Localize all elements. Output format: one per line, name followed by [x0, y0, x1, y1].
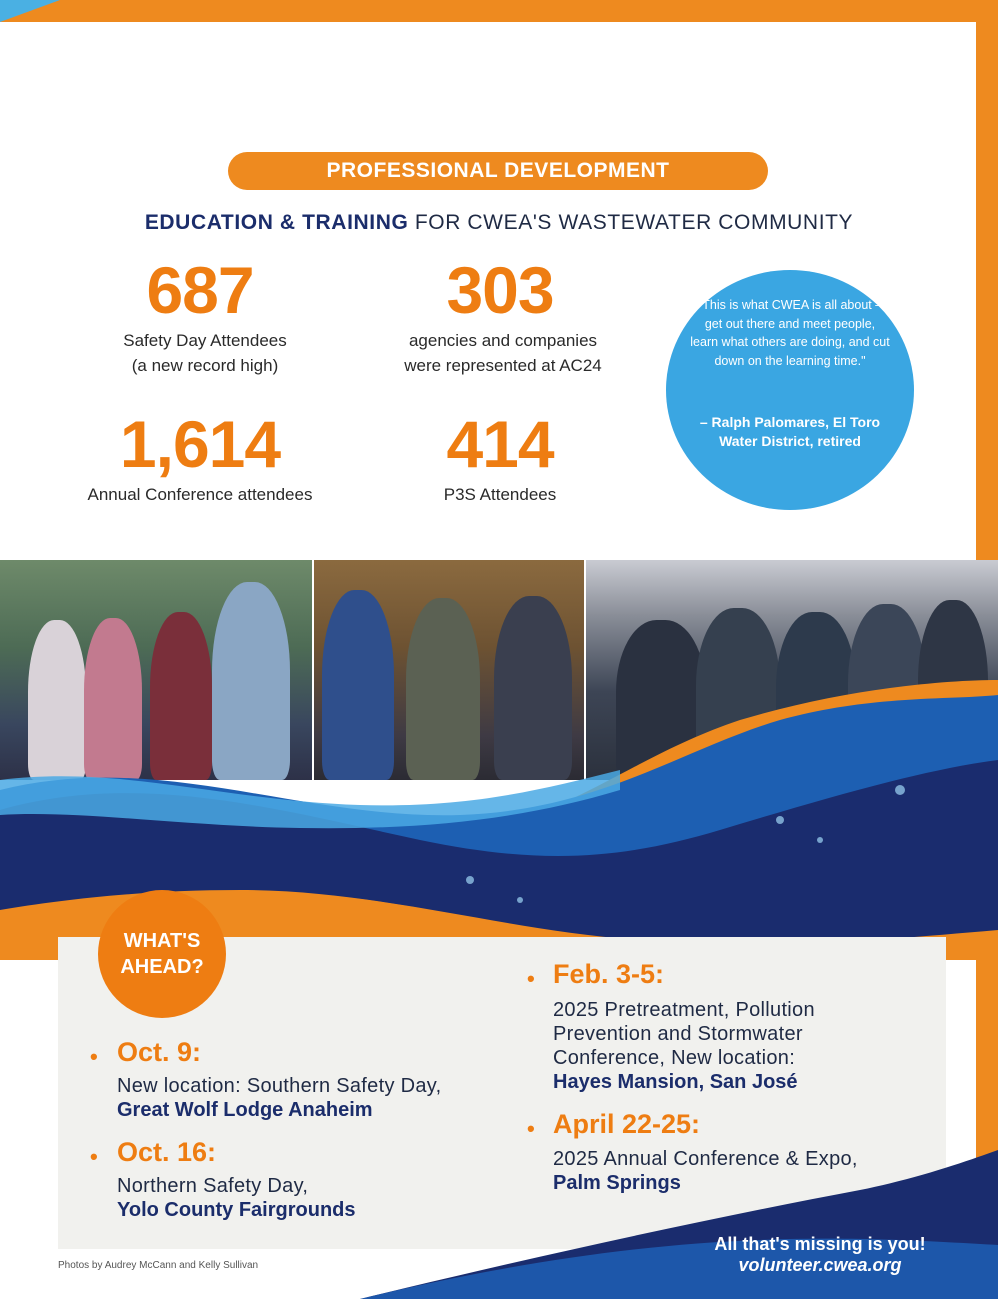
quote-text: "This is what CWEA is all about – get out there and meet people, learn what others are doing, and cut down on the learning time."	[690, 298, 890, 368]
event-date: Oct. 16:	[117, 1137, 217, 1167]
event-line: 2025 Annual Conference & Expo,	[553, 1148, 858, 1170]
event-line: Northern Safety Day,	[117, 1175, 309, 1197]
event-line: Conference, New location:	[553, 1047, 796, 1069]
event-location: Great Wolf Lodge Anaheim	[117, 1099, 373, 1121]
stat-label	[380, 482, 620, 507]
bullet-icon: •	[90, 1044, 98, 1069]
event-date: Oct. 9:	[117, 1037, 202, 1067]
stat-value: 303	[446, 253, 554, 327]
stat-label-line: were represented at AC24	[404, 356, 602, 375]
stat-label	[50, 482, 350, 507]
whats-ahead-badge	[98, 890, 226, 1018]
stat-label-line: P3S Attendees	[443, 485, 557, 504]
event-location: Palm Springs	[553, 1172, 681, 1194]
event-line: New location: Southern Safety Day,	[117, 1075, 442, 1097]
top-accent-bar	[0, 0, 998, 22]
section-label: PROFESSIONAL DEVELOPMENT	[228, 152, 768, 190]
stat-label-line: (a new record high)	[131, 356, 279, 375]
bullet-icon: •	[90, 1144, 98, 1169]
badge-line: AHEAD?	[120, 956, 204, 978]
bullet-icon: •	[527, 966, 535, 991]
subheading-rest: FOR CWEA'S WASTEWATER COMMUNITY	[408, 211, 854, 234]
event-location: Yolo County Fairgrounds	[117, 1199, 356, 1221]
bullet-icon: •	[527, 1116, 535, 1141]
event-details	[117, 1074, 517, 1122]
subheading-bold: EDUCATION & TRAINING	[144, 211, 409, 234]
event-date: Feb. 3-5:	[553, 959, 665, 989]
stat-value: 687	[146, 253, 254, 327]
event-location: Hayes Mansion, San José	[553, 1071, 798, 1093]
event-line: Prevention and Stormwater	[553, 1023, 803, 1045]
cta-headline: All that's missing is you!	[714, 1234, 926, 1254]
badge-line: WHAT'S	[123, 930, 201, 952]
photo-credit: Photos by Audrey McCann and Kelly Sullivan	[58, 1260, 259, 1271]
subheading	[0, 211, 998, 235]
event-line: 2025 Pretreatment, Pollution	[553, 999, 815, 1021]
stat-label	[370, 328, 636, 378]
quote-bubble	[666, 270, 914, 510]
stat-label-line: agencies and companies	[408, 331, 598, 350]
stat-value: 1,614	[119, 407, 281, 481]
stat-label	[80, 328, 330, 378]
cta-link[interactable]: volunteer.cwea.org	[738, 1255, 902, 1275]
footer-wave-graphic	[0, 1150, 998, 1299]
stat-label-line: Safety Day Attendees	[123, 331, 287, 350]
stat-label-line: Annual Conference attendees	[87, 485, 313, 504]
event-details	[553, 998, 933, 1094]
stat-value: 414	[446, 407, 554, 481]
event-date: April 22-25:	[553, 1109, 701, 1139]
quote-attribution: – Ralph Palomares, El Toro Water District, retired	[699, 414, 881, 449]
